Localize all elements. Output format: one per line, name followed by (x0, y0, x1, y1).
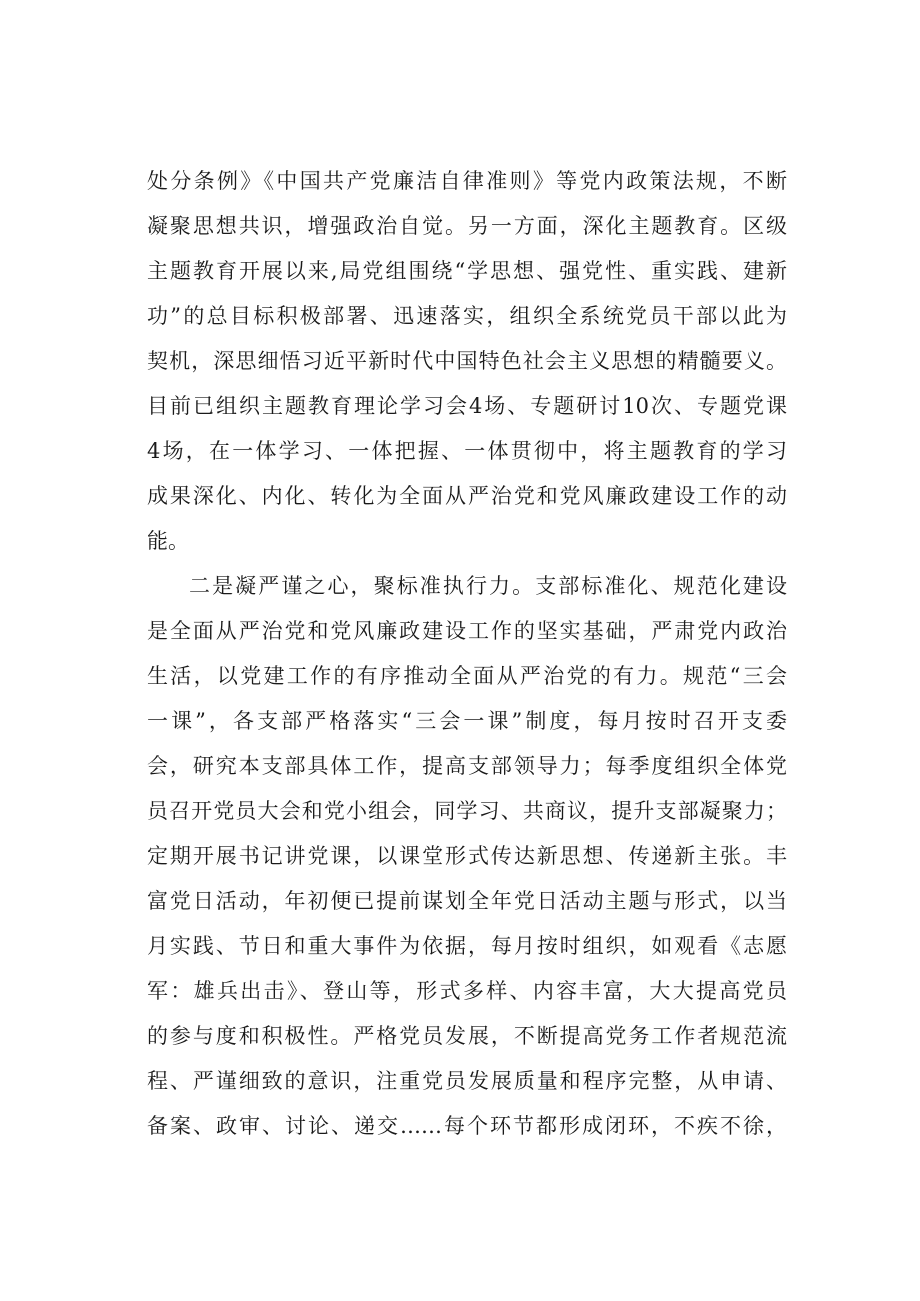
text-line: 4场，在一体学习、一体把握、一体贯彻中，将主题教育的学习 (147, 439, 787, 463)
paragraph-start-line: 二是凝严谨之心，聚标准执行力。支部标准化、规范化建设 (189, 574, 787, 598)
text-line: 军：雄兵出击》、登山等，形式多样、内容丰富，大大提高党员 (147, 979, 787, 1003)
text-line: 会，研究本支部具体工作，提高支部领导力；每季度组织全体党 (147, 754, 787, 778)
text-line: 功”的总目标积极部署、迅速落实，组织全系统党员干部以此为 (147, 304, 787, 328)
text-line: 程、严谨细致的意识，注重党员发展质量和程序完整，从申请、 (147, 1069, 787, 1093)
text-line: 的参与度和积极性。严格党员发展，不断提高党务工作者规范流 (147, 1024, 787, 1048)
text-line: 生活，以党建工作的有序推动全面从严治党的有力。规范“三会 (147, 664, 787, 688)
text-line: 富党日活动，年初便已提前谋划全年党日活动主题与形式，以当 (147, 889, 787, 913)
text-line: 目前已组织主题教育理论学习会4场、专题研讨10次、专题党课 (147, 394, 787, 418)
text-line: 凝聚思想共识，增强政治自觉。另一方面，深化主题教育。区级 (147, 214, 787, 238)
text-line: 一课”，各支部严格落实“三会一课”制度，每月按时召开支委 (147, 709, 787, 733)
text-line: 员召开党员大会和党小组会，同学习、共商议，提升支部凝聚力； (147, 799, 787, 823)
text-line: 成果深化、内化、转化为全面从严治党和党风廉政建设工作的动 (147, 484, 787, 508)
text-line: 备案、政审、讨论、递交……每个环节都形成闭环，不疾不徐， (147, 1114, 787, 1138)
text-line: 月实践、节日和重大事件为依据，每月按时组织，如观看《志愿 (147, 934, 787, 958)
text-line: 主题教育开展以来,局党组围绕“学思想、强党性、重实践、建新 (147, 259, 787, 283)
text-line: 能。 (147, 529, 189, 553)
text-line: 契机，深思细悟习近平新时代中国特色社会主义思想的精髓要义。 (147, 349, 787, 373)
text-line: 是全面从严治党和党风廉政建设工作的坚实基础，严肃党内政治 (147, 619, 787, 643)
text-line: 定期开展书记讲党课，以课堂形式传达新思想、传递新主张。丰 (147, 844, 787, 868)
text-line: 处分条例》《中国共产党廉洁自律准则》等党内政策法规，不断 (147, 169, 787, 193)
body-text (147, 159, 787, 1149)
